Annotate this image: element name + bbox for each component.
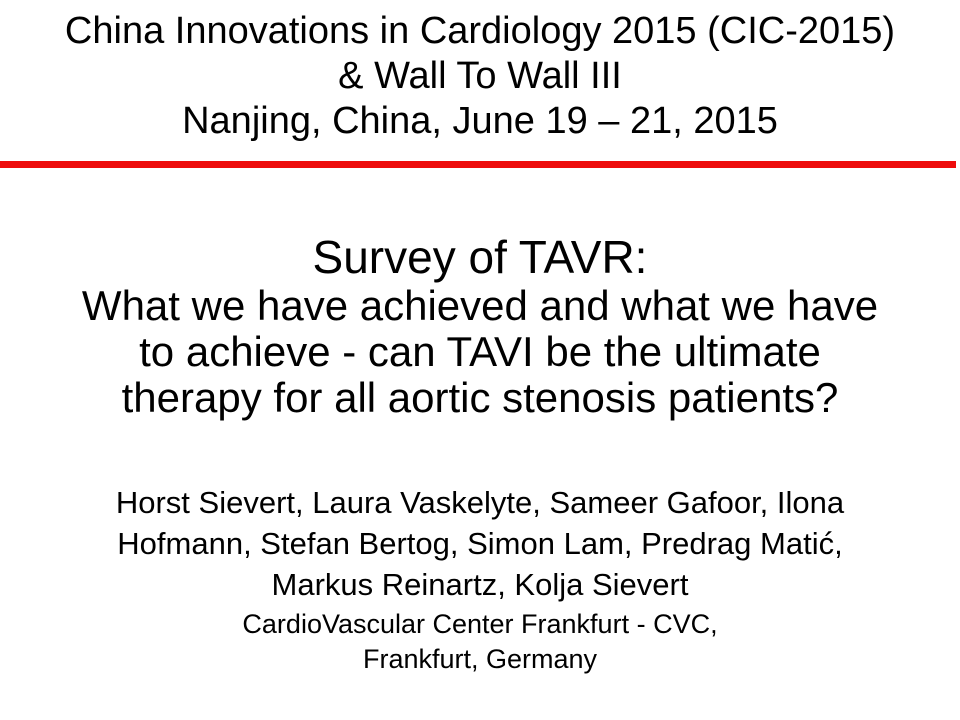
authors-line: Horst Sievert, Laura Vaskelyte, Sameer Gafoor, Ilona — [115, 485, 845, 520]
authors-line: Markus Reinartz, Kolja Sievert — [271, 567, 689, 602]
slide-title-main: Survey of TAVR: — [312, 231, 648, 283]
slide-subtitle-line: to achieve - can TAVI be the ultimate — [139, 328, 821, 375]
affiliation-line: Frankfurt, Germany — [362, 644, 598, 674]
slide-title — [0, 231, 960, 421]
affiliation — [0, 607, 960, 677]
affiliation-line: CardioVascular Center Frankfurt - CVC, — [242, 609, 718, 639]
conference-name-line: China Innovations in Cardiology 2015 (CIC-2015) — [64, 10, 896, 52]
red-divider-line — [0, 161, 956, 168]
authors-line: Hofmann, Stefan Bertog, Simon Lam, Predrag Matić, — [117, 526, 843, 561]
slide-subtitle-line: What we have achieved and what we have — [81, 282, 879, 329]
authors-list — [0, 482, 960, 605]
slide-subtitle-line: therapy for all aortic stenosis patients? — [121, 374, 839, 421]
conference-date-location: Nanjing, China, June 19 – 21, 2015 — [182, 100, 778, 142]
conference-name-line: & Wall To Wall III — [338, 55, 622, 97]
conference-header — [0, 9, 960, 144]
